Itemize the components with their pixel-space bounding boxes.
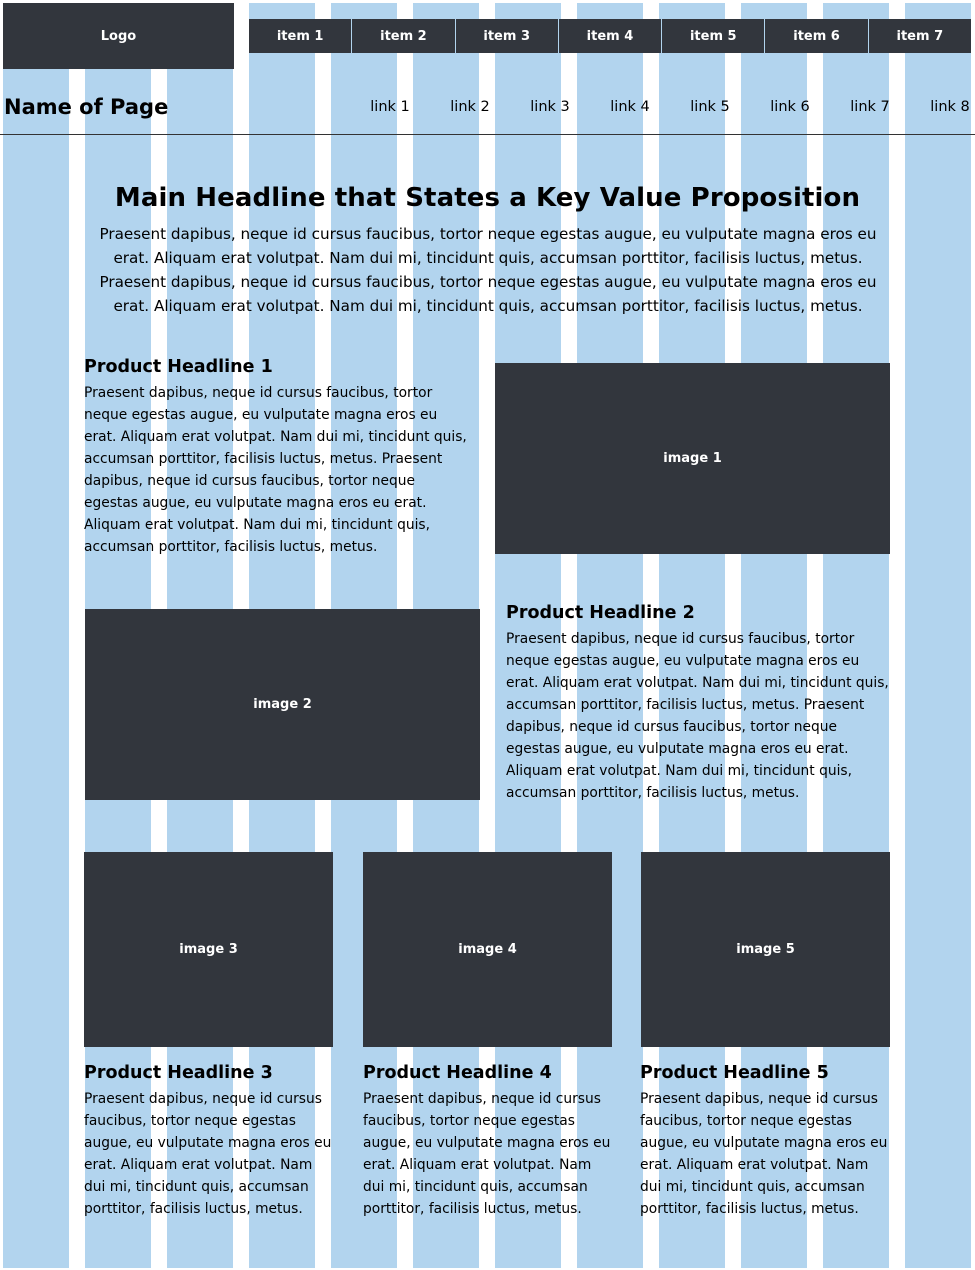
product-headline-3: Product Headline 3	[84, 1063, 273, 1083]
product-headline-4: Product Headline 4	[363, 1063, 552, 1083]
product-text-5: Praesent dapibus, neque id cursus faucibus, tortor neque egestas augue, eu vulputate magna eros eu erat. Aliquam erat volutpat. Nam dui mi, tincidunt quis, accumsan porttitor, facilisis luctus, metus.	[640, 1091, 888, 1217]
link-1[interactable]: link 1	[370, 99, 410, 115]
nav-item-3[interactable]: item 3	[455, 19, 558, 53]
link-2[interactable]: link 2	[450, 99, 490, 115]
link-8[interactable]: link 8	[930, 99, 970, 115]
link-3[interactable]: link 3	[530, 99, 570, 115]
product-headline-1: Product Headline 1	[84, 357, 273, 377]
product-text-2: Praesent dapibus, neque id cursus faucibus, tortor neque egestas augue, eu vulputate magna eros eu erat. Aliquam erat volutpat. Nam dui mi, tincidunt quis, accumsan porttitor, facilisis luctus, metus. Praesent dapibus, neque id cursus faucibus, tortor neque egestas augue, eu vulputate magna eros eu erat. Aliquam erat volutpat. Nam dui mi, tincidunt quis, accumsan porttitor, facilisis luctus, metus.	[506, 631, 889, 801]
image-1: image 1	[495, 363, 890, 554]
nav-item-6[interactable]: item 6	[764, 19, 867, 53]
link-7[interactable]: link 7	[850, 99, 890, 115]
page-title: Name of Page	[4, 95, 169, 119]
hero-text: Praesent dapibus, neque id cursus faucibus, tortor neque egestas augue, eu vulputate magna eros eu erat. Aliquam erat volutpat. Nam dui mi, tincidunt quis, accumsan porttitor, facilisis luctus, metus. Praesent dapibus, neque id cursus faucibus, tortor neque egestas augue, eu vulputate magna eros eu erat. Aliquam erat volutpat. Nam dui mi, tincidunt quis, accumsan porttitor, facilisis luctus, metus.	[99, 225, 877, 315]
nav-item-2[interactable]: item 2	[351, 19, 454, 53]
header-divider	[0, 134, 975, 135]
image-4: image 4	[363, 852, 612, 1047]
image-3: image 3	[84, 852, 333, 1047]
product-text-1: Praesent dapibus, neque id cursus faucibus, tortor neque egestas augue, eu vulputate magna eros eu erat. Aliquam erat volutpat. Nam dui mi, tincidunt quis, accumsan porttitor, facilisis luctus, metus. Praesent dapibus, neque id cursus faucibus, tortor neque egestas augue, eu vulputate magna eros eu erat. Aliquam erat volutpat. Nam dui mi, tincidunt quis, accumsan porttitor, facilisis luctus, metus.	[84, 385, 467, 555]
product-text-4: Praesent dapibus, neque id cursus faucibus, tortor neque egestas augue, eu vulputate magna eros eu erat. Aliquam erat volutpat. Nam dui mi, tincidunt quis, accumsan porttitor, facilisis luctus, metus.	[363, 1091, 611, 1217]
link-5[interactable]: link 5	[690, 99, 730, 115]
nav-item-1[interactable]: item 1	[249, 19, 351, 53]
product-headline-5: Product Headline 5	[640, 1063, 829, 1083]
image-2: image 2	[85, 609, 480, 800]
product-headline-2: Product Headline 2	[506, 603, 695, 623]
nav-item-5[interactable]: item 5	[661, 19, 764, 53]
link-6[interactable]: link 6	[770, 99, 810, 115]
nav-item-7[interactable]: item 7	[868, 19, 971, 53]
nav-item-4[interactable]: item 4	[558, 19, 661, 53]
product-text-3: Praesent dapibus, neque id cursus faucibus, tortor neque egestas augue, eu vulputate magna eros eu erat. Aliquam erat volutpat. Nam dui mi, tincidunt quis, accumsan porttitor, facilisis luctus, metus.	[84, 1091, 332, 1217]
main-headline: Main Headline that States a Key Value Proposition	[114, 183, 861, 213]
top-navigation	[249, 19, 971, 53]
image-5: image 5	[641, 852, 890, 1047]
logo[interactable]: Logo	[3, 3, 234, 69]
link-4[interactable]: link 4	[610, 99, 650, 115]
